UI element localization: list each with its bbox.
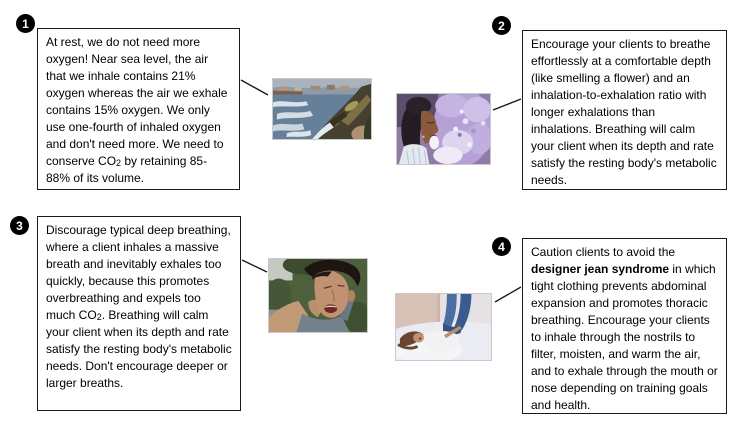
callout-4-number-badge bbox=[492, 237, 511, 256]
connector-line-4 bbox=[495, 287, 521, 302]
callout-2-number-badge bbox=[492, 16, 511, 35]
callout-1-text bbox=[46, 34, 231, 187]
callout-4-text-start: Caution clients to avoid the bbox=[531, 245, 676, 259]
designer-jean-syndrome-bold-text: designer jean syndrome bbox=[531, 262, 670, 276]
callout-4-text-end: in which tight clothing prevents abdominal expansion and promotes thoracic breathing. Encourage your clients to inhale through the nostrils to filter, moisten, and warm the air, and to exhale through the mouth or nose depending on training goals and health. bbox=[531, 262, 718, 412]
woman-smelling-flowers-illustration bbox=[397, 94, 490, 164]
photo-coastline bbox=[272, 78, 372, 140]
callout-3-text-end: . Breathing will calm your client when its depth and rate satisfy the resting body's metabolic needs. Don't encourage deeper or larger breaths. bbox=[46, 308, 232, 390]
callout-1-number-badge bbox=[16, 14, 35, 33]
connector-line-3 bbox=[242, 260, 267, 272]
callout-3-number-badge bbox=[10, 216, 29, 235]
photo-man-breathing-heavily bbox=[268, 258, 368, 333]
coastline-illustration bbox=[273, 79, 371, 139]
callout-4-textbox bbox=[522, 238, 727, 414]
callout-1-number: 1 bbox=[22, 16, 29, 31]
callout-4-number: 4 bbox=[498, 239, 505, 254]
woman-tight-jeans-illustration bbox=[396, 294, 491, 360]
connector-line-1 bbox=[241, 80, 268, 95]
callout-1-text-end: by retaining 85-88% of its volume. bbox=[46, 154, 208, 185]
photo-woman-tight-jeans bbox=[395, 293, 492, 361]
callout-2-number: 2 bbox=[498, 18, 505, 33]
connector-line-2 bbox=[493, 99, 521, 110]
callout-3-text-main: Discourage typical deep breathing, where a client inhales a massive breath and inevitably exhales too quickly, because this promotes overbreathing and expels too much CO bbox=[46, 223, 231, 322]
callout-4-text bbox=[531, 244, 718, 414]
man-breathing-heavily-illustration bbox=[269, 259, 367, 332]
co2-subscript: 2 bbox=[116, 158, 122, 168]
callout-2-textbox bbox=[522, 30, 727, 190]
photo-woman-smelling-flowers bbox=[396, 93, 491, 165]
callout-1-text-main: At rest, we do not need more oxygen! Near sea level, the air that we inhale contains 21% oxygen whereas the air we exhale contains 15% oxygen. We only use one-fourth of inhaled oxygen and don't need more. We need to conserve CO bbox=[46, 35, 228, 168]
callout-3-number: 3 bbox=[16, 218, 23, 233]
callout-3-text bbox=[46, 222, 232, 392]
co2-subscript: 2 bbox=[96, 312, 102, 322]
callout-1-textbox bbox=[37, 28, 240, 190]
callout-3-textbox bbox=[37, 216, 241, 411]
callout-2-text: Encourage your clients to breathe effortlessly at a comfortable depth (like smelling a flower) and an inhalation-to-exhalation ratio with longer exhalations than inhalations. Breathing will calm your client when its depth and rate satisfy the resting body's metabolic needs. bbox=[531, 37, 717, 187]
